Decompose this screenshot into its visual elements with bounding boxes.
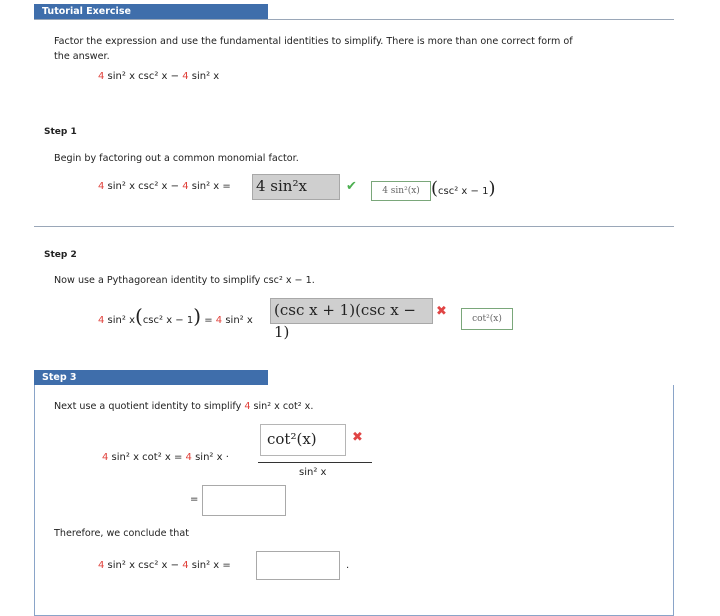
- equals: =: [190, 494, 202, 505]
- step3-frame: [34, 385, 674, 616]
- step3-numerator-field[interactable]: [260, 424, 346, 456]
- numerator-answer-text: cot²(x): [267, 430, 317, 448]
- open-paren: (: [135, 304, 143, 328]
- step2-answer-field[interactable]: [270, 298, 433, 341]
- step-divider: [34, 226, 674, 227]
- expr-part: sin² x csc² x −: [104, 560, 183, 571]
- step1-correct-answer-text: 4 sin²(x): [382, 186, 420, 196]
- coef: 4: [182, 560, 189, 571]
- step2-lhs: [98, 304, 253, 328]
- coef: 4: [98, 181, 105, 192]
- step1-answer-field[interactable]: [252, 174, 340, 200]
- step2-label: Step 2: [44, 250, 77, 260]
- step3-instruction: [54, 401, 313, 412]
- cross-icon: ✖: [436, 304, 447, 319]
- instr-text: Next use a quotient identity to simplify: [54, 401, 245, 412]
- step2-correct-answer: [461, 308, 513, 330]
- step3-label: Step 3: [42, 372, 77, 383]
- coef: 4: [98, 560, 105, 571]
- step3-header: [34, 370, 268, 385]
- fraction-bar: [258, 462, 372, 463]
- coef: 4: [185, 452, 192, 463]
- coef: 4: [215, 315, 223, 326]
- equals: =: [201, 315, 216, 326]
- expr-part: sin² x: [188, 71, 220, 82]
- intro-line-2: the answer.: [54, 51, 110, 62]
- step2-correct-answer-text: cot²(x): [472, 314, 502, 324]
- step1-answer-text: 4 sin²x: [256, 177, 307, 195]
- header-rule: [34, 19, 674, 20]
- final-expression: [98, 560, 231, 571]
- coef: 4: [102, 452, 109, 463]
- open-paren: (: [431, 178, 439, 199]
- step1-correct-answer: [371, 181, 431, 201]
- cross-icon: ✖: [352, 430, 363, 445]
- coef: 4: [182, 71, 189, 82]
- header-title: Tutorial Exercise: [42, 6, 131, 17]
- expr-part: sin² x =: [188, 560, 231, 571]
- factor-text: csc² x − 1: [438, 186, 489, 197]
- coef: 4: [182, 181, 189, 192]
- conclusion-text: Therefore, we conclude that: [54, 528, 190, 539]
- step2-instruction: Now use a Pythagorean identity to simplify csc² x − 1.: [54, 275, 315, 286]
- step1-factor: [431, 178, 495, 199]
- tutorial-exercise-header: [34, 4, 268, 19]
- step1-instruction: Begin by factoring out a common monomial factor.: [54, 153, 299, 164]
- expr-part: sin² x ·: [191, 452, 229, 463]
- step1-label: Step 1: [44, 127, 77, 137]
- intro-line-1: Factor the expression and use the fundamental identities to simplify. There is more than one correct form of: [54, 36, 573, 47]
- close-paren: ): [488, 178, 496, 199]
- coef: 4: [98, 71, 105, 82]
- final-answer-field[interactable]: [256, 551, 340, 580]
- expr-part: sin² x =: [188, 181, 231, 192]
- step3-simplify-field[interactable]: [202, 485, 286, 516]
- step2-answer-text: (csc x + 1)(csc x − 1): [274, 301, 416, 341]
- fraction-denominator: sin² x: [299, 467, 327, 478]
- check-icon: ✔: [346, 179, 357, 194]
- step1-lhs: [98, 181, 231, 192]
- expr-part: sin² x: [222, 315, 253, 326]
- coef: 4: [98, 315, 105, 326]
- coef: 4: [244, 401, 251, 412]
- expr-part: sin² x csc² x −: [104, 181, 183, 192]
- expr-part: sin² x csc² x −: [104, 71, 183, 82]
- step3-lhs: [102, 452, 229, 463]
- expr-part: sin² x: [104, 315, 135, 326]
- expr-part: sin² x cot² x =: [108, 452, 186, 463]
- final-period: .: [346, 560, 350, 571]
- inner-expr: csc² x − 1: [142, 315, 194, 326]
- instr-text: sin² x cot² x.: [250, 401, 314, 412]
- close-paren: ): [193, 304, 202, 328]
- intro-expression: [98, 71, 219, 82]
